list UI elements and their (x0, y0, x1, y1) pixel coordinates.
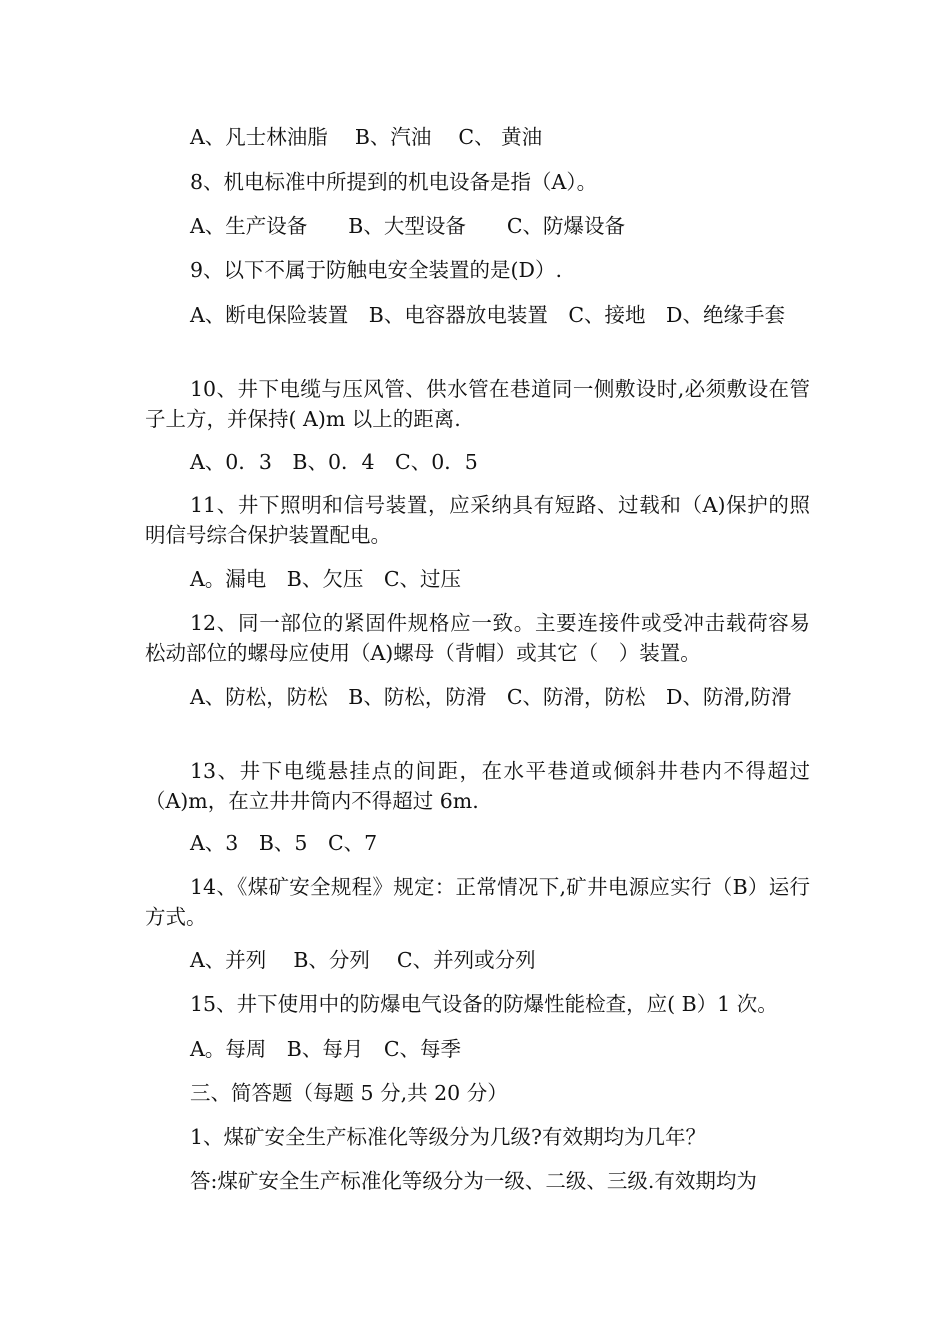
option-line: A、生产设备 B、大型设备 C、防爆设备 (190, 214, 626, 238)
option-line: A、并列 B、分列 C、并列或分列 (190, 948, 536, 972)
question-line: 15、井下使用中的防爆电气设备的防爆性能检查，应( B）1 次。 (190, 992, 778, 1016)
question-line: 11、井下照明和信号装置，应采纳具有短路、过载和（A)保护的照明信号综合保护装置配电。 (145, 493, 810, 547)
question-line: 10、井下电缆与压风管、供水管在巷道同一侧敷设时,必须敷设在管子上方，并保持( A)m 以上的距离. (145, 377, 810, 431)
question-line: 1、煤矿安全生产标准化等级分为几级?有效期均为几年？ (190, 1125, 707, 1149)
option-line: A、0．3 B、0．4 C、0．5 (190, 450, 478, 474)
section-heading: 三、简答题（每题 5 分,共 20 分） (190, 1081, 508, 1105)
option-line: A、防松，防松 B、防松，防滑 C、防滑，防松 D、防滑,防滑 (190, 685, 792, 709)
question-line: 12、同一部位的紧固件规格应一致。主要连接件或受冲击载荷容易松动部位的螺母应使用（A)螺母（背帽）或其它（ ）装置。 (145, 611, 810, 665)
answer-line: 答:煤矿安全生产标准化等级分为一级、二级、三级.有效期均为 (190, 1169, 757, 1193)
question-line: 9、以下不属于防触电安全装置的是(D）. (190, 258, 562, 282)
question-line: 8、机电标准中所提到的机电设备是指（A）。 (190, 170, 598, 194)
option-line: A。漏电 B、欠压 C、过压 (190, 567, 462, 591)
option-line: A、3 B、5 C、7 (190, 831, 378, 855)
option-line: A。每周 B、每月 C、每季 (190, 1037, 462, 1061)
option-line: A、断电保险装置 B、电容器放电装置 C、接地 D、绝缘手套 (190, 303, 785, 327)
option-line: A、凡士林油脂 B、汽油 C、 黄油 (190, 125, 543, 149)
question-line: 13、井下电缆悬挂点的间距，在水平巷道或倾斜井巷内不得超过（A)m，在立井井筒内不得超过 6m. (145, 759, 810, 813)
question-line: 14、《煤矿安全规程》规定：正常情况下,矿井电源应实行（B）运行方式。 (145, 875, 810, 929)
